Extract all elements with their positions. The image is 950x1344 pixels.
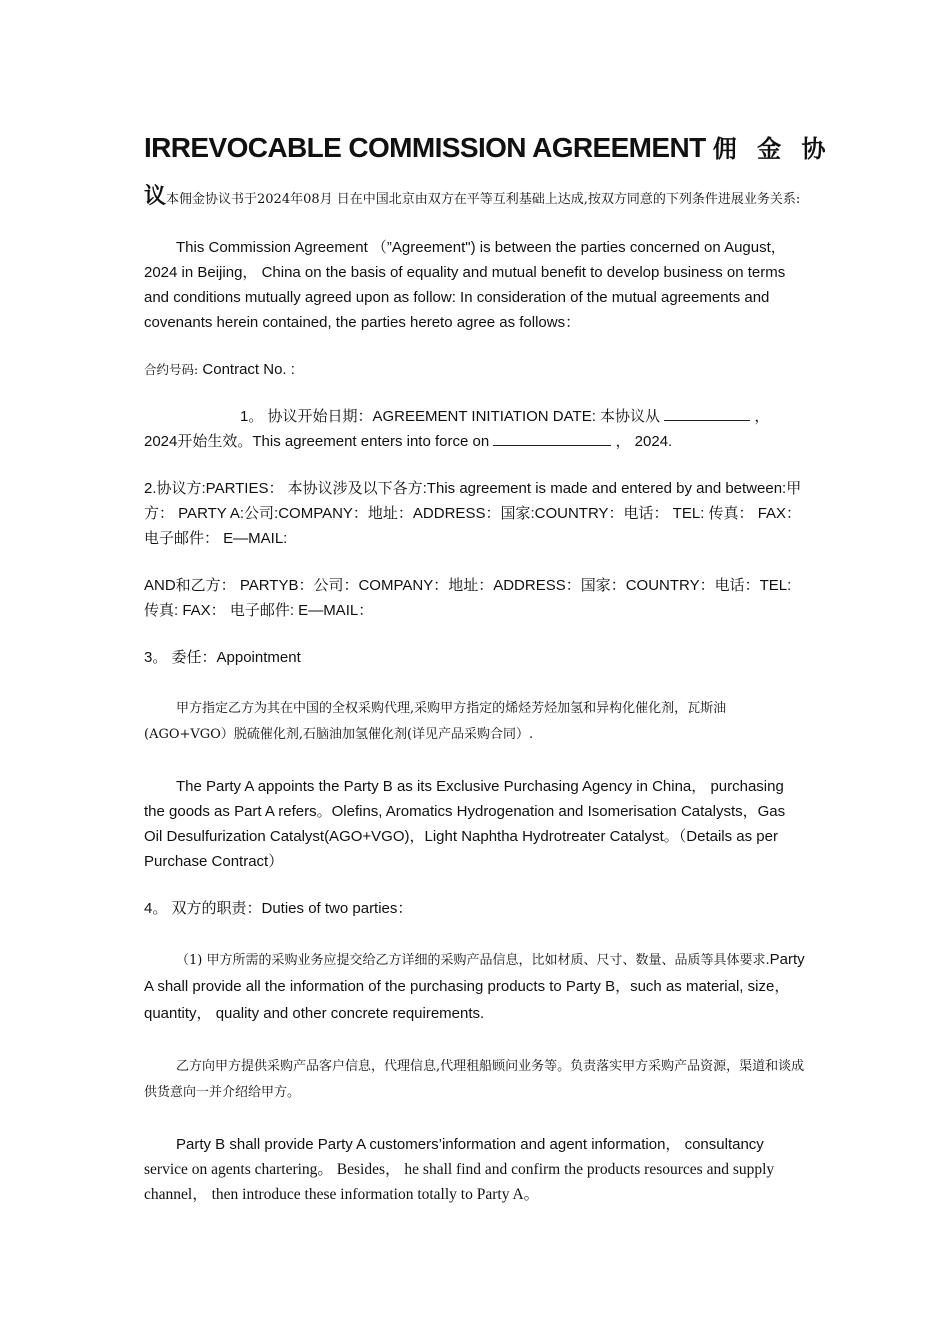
section-2-parties: 2.协议方:PARTIES： 本协议涉及以下各方:This agreement is made and entered by and between:甲方： PARTY A:公司:COMPANY：地址：ADDRESS：国家:COUNTRY：电话： TEL: 传真： FAX： 电子邮件： E—MAIL: (144, 480, 802, 547)
section-4-1-chinese (144, 947, 806, 1028)
title-english: IRREVOCABLE COMMISSION AGREEMENT (144, 132, 706, 163)
section-4-2-chinese: 乙方向甲方提供采购产品客户信息，代理信息,代理租船顾问业务等。负责落实甲方采购产品资源，渠道和谈成供货意向一并介绍给甲方。 (144, 1059, 805, 1100)
section-4-2-english (144, 1132, 806, 1207)
section-4-1-english-text: Party A shall provide all the information of the purchasing products to Party B，such as material, size， quantity， quality and other concrete requirements. (144, 951, 805, 1022)
section-1-text-a: 1。 协议开始日期：AGREEMENT INITIATION DATE: 本协议从 (240, 408, 661, 425)
start-date-blank (664, 406, 750, 421)
contract-number-label-en: Contract No. : (202, 361, 295, 378)
section-1-text-c: 2024开始生效。This agreement enters into force on (144, 433, 490, 450)
section-3-heading: 3。 委任：Appointment (144, 649, 301, 666)
document-body (144, 130, 832, 1207)
section-1-text-b: ， (754, 408, 770, 425)
contract-number-line (144, 357, 806, 382)
section-1-text-d: ， 2024. (615, 433, 673, 450)
contract-number-label-cn: 合约号码: (144, 362, 199, 377)
intro-english-paragraph: This Commission Agreement （”Agreement") is between the parties concerned on August， 2024 in Beijing， China on the basis of equality and mutual benefit to develop business on terms and conditions mutually agreed upon as follow: In consideration of the mutual agreements and covenants herein contained, the parties hereto agree as follows： (144, 239, 786, 331)
section-4-1-chinese-text: （1) 甲方所需的采购业务应提交给乙方详细的采购产品信息，比如材质、尺寸、数量、品质等具体要求. (176, 953, 770, 968)
intro-lead-char: 议 (144, 183, 167, 209)
intro-chinese-text: 本佣金协议书于2024年08月 日在中国北京由双方在平等互利基础上达成,按双方同意的下列条件进展业务关系: (166, 192, 801, 207)
section-1-line-2 (144, 429, 806, 454)
section-3-english: The Party A appoints the Party B as its Exclusive Purchasing Agency in China， purchasing the goods as Part A refers。Olefins, Aromatics Hydrogenation and Isomerisation Catalysts，Gas Oil Desulfurization Catalyst(AGO+VGO)，Light Naphtha Hydrotreater Catalyst。（Details as per Purchase Contract） (144, 778, 786, 870)
section-4-heading: 4。 双方的职责：Duties of two parties： (144, 900, 413, 917)
section-1-line-1 (144, 404, 806, 429)
title-chinese: 佣 金 协 (712, 134, 832, 163)
section-4-2-english-line-1: Party B shall provide Party A customers’information and agent information， consultancy (176, 1136, 764, 1153)
section-3-chinese: 甲方指定乙方为其在中国的全权采购代理,采购甲方指定的烯烃芳烃加氢和异构化催化剂，瓦斯油(AGO+VGO）脱硫催化剂,石脑油加氢催化剂(详见产品采购合同）. (144, 701, 727, 742)
document-title (144, 130, 832, 167)
force-date-blank (493, 431, 611, 446)
intro-chinese-paragraph (144, 183, 806, 213)
section-4-2-english-rest: service on agents chartering。 Besides， he shall find and confirm the products resources and supply channel， then introduce these information totally to Party A。 (144, 1161, 775, 1203)
section-1-initiation-date (144, 404, 806, 454)
section-2-party-b: AND和乙方： PARTYB：公司：COMPANY：地址：ADDRESS：国家：COUNTRY：电话：TEL:传真: FAX： 电子邮件: E—MAIL： (144, 577, 792, 619)
